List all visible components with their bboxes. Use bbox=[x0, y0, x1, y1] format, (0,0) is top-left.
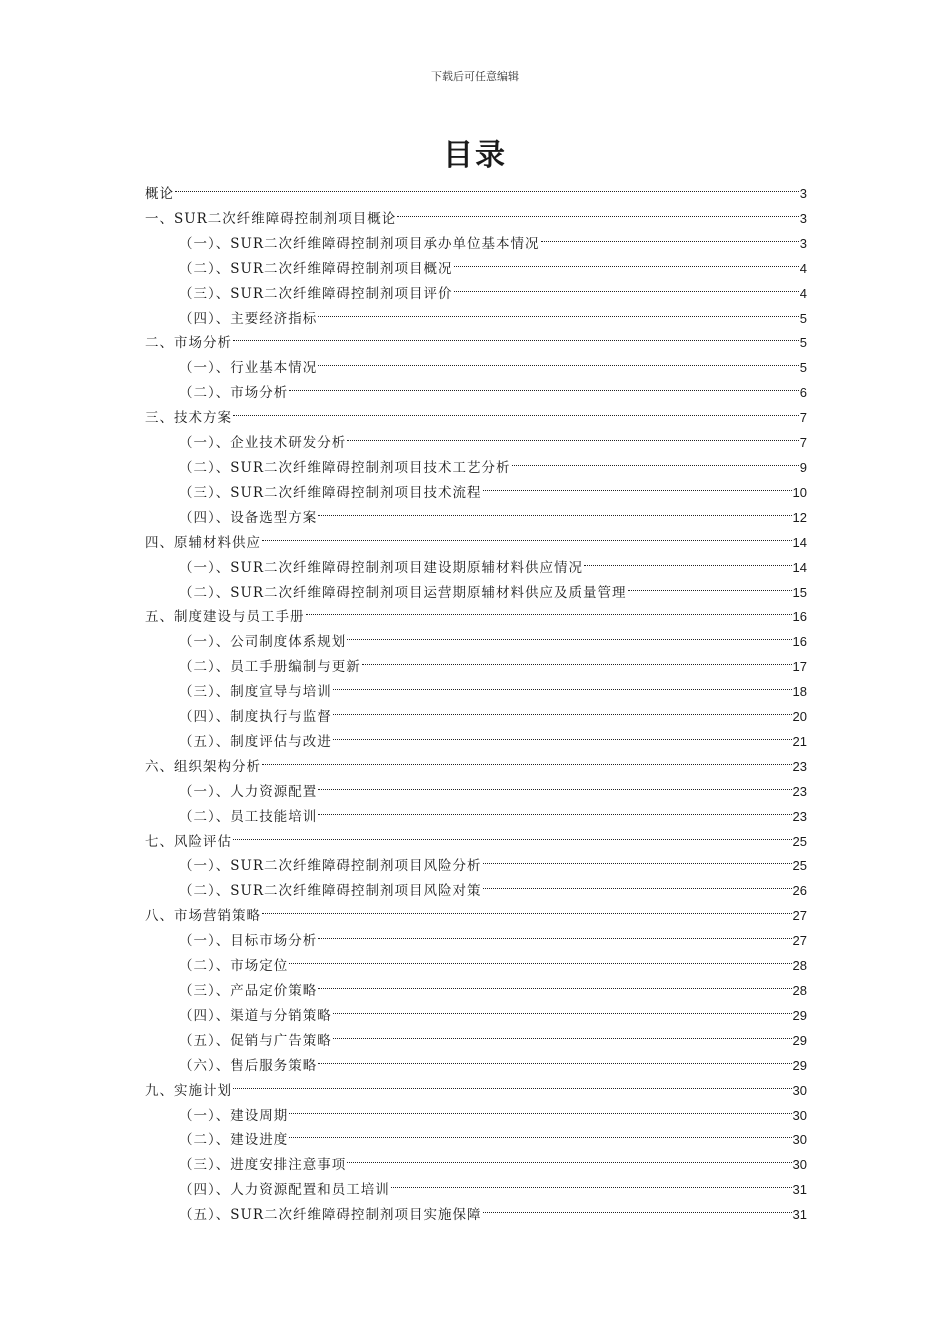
toc-entry-label: （二）、员工技能培训 bbox=[179, 808, 318, 825]
toc-entry-label: （二）、SUR二次纤维障碍控制剂项目概况 bbox=[179, 260, 453, 277]
toc-entry[interactable] bbox=[145, 822, 807, 850]
toc-entry-page: 7 bbox=[799, 435, 807, 451]
toc-leader-dots bbox=[233, 1071, 792, 1095]
toc-entry-label: （三）、SUR二次纤维障碍控制剂项目评价 bbox=[179, 285, 453, 302]
toc-leader-dots bbox=[262, 523, 792, 547]
toc-entry-label: （四）、制度执行与监督 bbox=[179, 709, 332, 726]
page-title: 目录 bbox=[443, 138, 507, 173]
toc-entry-label: （二）、SUR二次纤维障碍控制剂项目运营期原辅材料供应及质量管理 bbox=[179, 584, 627, 601]
toc-leader-dots bbox=[347, 423, 799, 447]
toc-entry-label: （二）、建设进度 bbox=[179, 1132, 289, 1149]
toc-entry-page: 14 bbox=[792, 534, 807, 550]
toc-entry-page: 31 bbox=[792, 1182, 807, 1198]
toc-leader-dots bbox=[233, 822, 792, 846]
toc-entry-page: 10 bbox=[792, 484, 807, 500]
toc-entry-page: 4 bbox=[799, 285, 807, 301]
toc-leader-dots bbox=[262, 747, 792, 771]
toc-entry-page: 23 bbox=[792, 758, 807, 774]
toc-leader-dots bbox=[289, 1120, 791, 1144]
toc-leader-dots bbox=[347, 1145, 791, 1169]
toc-entry[interactable] bbox=[145, 398, 807, 427]
toc-entry-page: 30 bbox=[792, 1082, 807, 1098]
toc-entry-page: 30 bbox=[792, 1132, 807, 1148]
toc-leader-dots bbox=[391, 1170, 792, 1194]
toc-entry-label: （一）、目标市场分析 bbox=[179, 933, 318, 950]
toc-entry-label: 六、组织架构分析 bbox=[145, 758, 261, 775]
toc-entry-page: 29 bbox=[792, 1007, 807, 1023]
toc-leader-dots bbox=[483, 473, 792, 497]
toc-leader-dots bbox=[262, 896, 792, 920]
toc-entry-page: 27 bbox=[792, 933, 807, 949]
toc-entry-label: 九、实施计划 bbox=[145, 1082, 232, 1099]
toc-leader-dots bbox=[175, 174, 799, 198]
toc-leader-dots bbox=[333, 672, 792, 696]
toc-leader-dots bbox=[512, 448, 799, 472]
toc-entry-page: 15 bbox=[792, 584, 807, 600]
toc-leader-dots bbox=[347, 622, 791, 646]
toc-entry-label: （一）、行业基本情况 bbox=[179, 360, 318, 377]
toc-entry-page: 4 bbox=[799, 260, 807, 276]
toc-entry-page: 3 bbox=[799, 186, 807, 201]
toc-entry-page: 5 bbox=[799, 360, 807, 376]
toc-leader-dots bbox=[483, 846, 792, 870]
toc-entry-page: 12 bbox=[792, 509, 807, 525]
toc-leader-dots bbox=[318, 921, 791, 945]
toc-entry-label: 二、市场分析 bbox=[145, 335, 232, 352]
toc-entry-label: （二）、员工手册编制与更新 bbox=[179, 659, 361, 676]
toc-entry-label: （一）、公司制度体系规划 bbox=[179, 634, 347, 651]
toc-leader-dots bbox=[483, 1195, 792, 1219]
toc-entry[interactable] bbox=[145, 1071, 807, 1099]
toc-entry-page: 23 bbox=[792, 808, 807, 824]
toc-entry-label: 三、技术方案 bbox=[145, 410, 232, 427]
toc-leader-dots bbox=[289, 373, 799, 397]
toc-entry-page: 26 bbox=[792, 883, 807, 899]
toc-entry-page: 14 bbox=[792, 559, 807, 575]
toc-leader-dots bbox=[333, 697, 792, 721]
toc-leader-dots bbox=[306, 597, 792, 621]
toc-entry[interactable] bbox=[145, 323, 807, 352]
toc-leader-dots bbox=[541, 224, 799, 248]
toc-entry-label: 概论 bbox=[145, 186, 174, 202]
toc-entry-label: （四）、主要经济指标 bbox=[179, 310, 318, 327]
toc-entry-label: 一、SUR二次纤维障碍控制剂项目概论 bbox=[145, 210, 397, 227]
toc-entry-label: （五）、SUR二次纤维障碍控制剂项目实施保障 bbox=[179, 1207, 482, 1224]
toc-entry-label: （一）、SUR二次纤维障碍控制剂项目风险分析 bbox=[179, 858, 482, 875]
toc-leader-dots bbox=[318, 348, 799, 372]
toc-entry-label: （二）、SUR二次纤维障碍控制剂项目风险对策 bbox=[179, 883, 482, 900]
toc-entry-page: 16 bbox=[792, 609, 807, 625]
toc-entry-label: （一）、SUR二次纤维障碍控制剂项目建设期原辅材料供应情况 bbox=[179, 559, 584, 576]
toc-entry-page: 7 bbox=[799, 410, 807, 426]
toc-leader-dots bbox=[584, 548, 791, 572]
toc-leader-dots bbox=[289, 1096, 791, 1120]
toc-entry-page: 23 bbox=[792, 783, 807, 799]
toc-leader-dots bbox=[628, 573, 792, 597]
toc-entry[interactable] bbox=[145, 348, 807, 377]
toc-leader-dots bbox=[289, 946, 791, 970]
toc-leader-dots bbox=[318, 498, 791, 522]
toc-leader-dots bbox=[233, 398, 799, 422]
toc-entry-label: （一）、人力资源配置 bbox=[179, 783, 318, 800]
toc-leader-dots bbox=[318, 772, 791, 796]
table-of-contents bbox=[145, 174, 807, 1224]
toc-entry-page: 20 bbox=[792, 709, 807, 725]
toc-entry[interactable] bbox=[145, 174, 807, 202]
toc-entry-label: （四）、人力资源配置和员工培训 bbox=[179, 1182, 390, 1199]
toc-entry-label: （三）、SUR二次纤维障碍控制剂项目技术流程 bbox=[179, 484, 482, 501]
toc-entry-page: 25 bbox=[792, 858, 807, 874]
toc-entry-page: 29 bbox=[792, 1032, 807, 1048]
toc-leader-dots bbox=[454, 249, 799, 273]
toc-leader-dots bbox=[318, 797, 791, 821]
toc-entry-label: （五）、促销与广告策略 bbox=[179, 1032, 332, 1049]
toc-entry-page: 5 bbox=[799, 335, 807, 351]
toc-entry-label: （一）、企业技术研发分析 bbox=[179, 435, 347, 452]
toc-leader-dots bbox=[397, 199, 798, 223]
toc-entry-page: 28 bbox=[792, 983, 807, 998]
toc-entry-label: （四）、渠道与分销策略 bbox=[179, 1007, 332, 1024]
header-note: 下载后可任意编辑 bbox=[431, 70, 519, 83]
toc-entry-label: （三）、产品定价策略 bbox=[179, 983, 318, 999]
toc-entry-page: 31 bbox=[792, 1207, 807, 1223]
toc-entry-label: 四、原辅材料供应 bbox=[145, 534, 261, 551]
toc-leader-dots bbox=[318, 299, 799, 323]
toc-entry-page: 18 bbox=[792, 684, 807, 700]
toc-leader-dots bbox=[333, 1021, 792, 1045]
toc-entry-label: （五）、制度评估与改进 bbox=[179, 733, 332, 750]
toc-entry-page: 25 bbox=[792, 833, 807, 849]
toc-entry-label: 七、风险评估 bbox=[145, 833, 232, 850]
toc-entry-page: 16 bbox=[792, 634, 807, 650]
toc-entry[interactable] bbox=[145, 1096, 807, 1124]
toc-entry-page: 30 bbox=[792, 1157, 807, 1173]
toc-entry-page: 27 bbox=[792, 908, 807, 924]
toc-entry[interactable] bbox=[145, 199, 807, 227]
toc-entry-page: 5 bbox=[799, 310, 807, 326]
toc-entry-label: （一）、SUR二次纤维障碍控制剂项目承办单位基本情况 bbox=[179, 235, 540, 252]
toc-leader-dots bbox=[233, 323, 799, 347]
toc-leader-dots bbox=[318, 971, 791, 995]
toc-leader-dots bbox=[333, 722, 792, 746]
toc-entry-page: 3 bbox=[799, 210, 807, 226]
toc-entry-label: （六）、售后服务策略 bbox=[179, 1057, 318, 1074]
toc-leader-dots bbox=[483, 871, 792, 895]
toc-entry-label: （三）、进度安排注意事项 bbox=[179, 1157, 347, 1174]
toc-entry-page: 29 bbox=[792, 1057, 807, 1073]
toc-entry[interactable] bbox=[145, 846, 807, 875]
toc-leader-dots bbox=[454, 274, 799, 298]
toc-entry-label: （二）、市场分析 bbox=[179, 385, 289, 402]
toc-entry-label: 五、制度建设与员工手册 bbox=[145, 609, 305, 626]
toc-entry-page: 9 bbox=[799, 459, 807, 475]
toc-entry[interactable] bbox=[145, 423, 807, 452]
toc-leader-dots bbox=[333, 996, 792, 1020]
toc-entry-page: 3 bbox=[799, 235, 807, 251]
toc-leader-dots bbox=[362, 647, 792, 671]
toc-entry-page: 30 bbox=[792, 1107, 807, 1123]
toc-entry-label: 八、市场营销策略 bbox=[145, 908, 261, 925]
toc-leader-dots bbox=[318, 1046, 791, 1070]
toc-entry-label: （一）、建设周期 bbox=[179, 1107, 289, 1124]
toc-entry-label: （二）、市场定位 bbox=[179, 958, 289, 975]
toc-entry-label: （二）、SUR二次纤维障碍控制剂项目技术工艺分析 bbox=[179, 459, 511, 476]
toc-entry-page: 17 bbox=[792, 659, 807, 675]
toc-entry-label: （三）、制度宣导与培训 bbox=[179, 684, 332, 701]
toc-entry-page: 6 bbox=[799, 385, 807, 401]
toc-entry-page: 28 bbox=[792, 958, 807, 974]
toc-entry-label: （四）、设备选型方案 bbox=[179, 509, 318, 526]
toc-entry-page: 21 bbox=[792, 733, 807, 749]
